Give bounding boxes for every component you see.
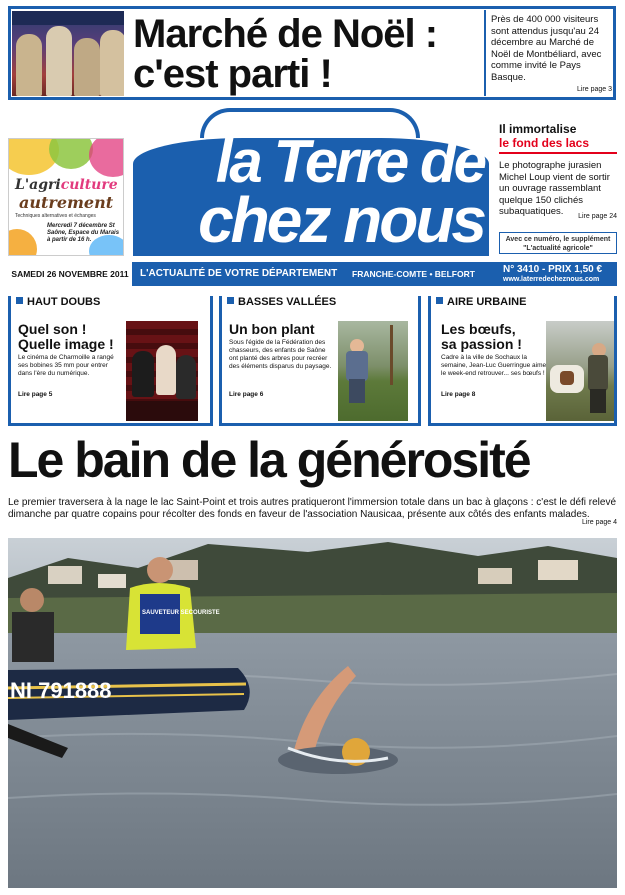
section-text: Cadre à la ville de Sochaux la semaine, Jean-Luc Guerringue aime le week-end retrouver... ses bœufs ! (441, 354, 547, 377)
ad-title (15, 177, 118, 193)
lakes-title-line-1: Il immortalise (499, 122, 577, 136)
section-label-text: HAUT DOUBS (27, 296, 101, 308)
square-icon (16, 297, 23, 304)
section-title-line-2: sa passion ! (441, 336, 522, 352)
read-more-link[interactable]: Lire page 6 (229, 391, 264, 398)
read-more-link[interactable]: Lire page 24 (578, 213, 617, 220)
section-text: Sous l'égide de la Fédération des chasseurs, des enfants de Saône ont planté des arbres pour recréer des éléments disparus du paysage. (229, 339, 332, 370)
lakes-title-line-2: le fond des lacs (499, 136, 590, 150)
boat-registration: NI 791888 (10, 678, 112, 703)
cinema-photo[interactable] (126, 321, 198, 421)
main-lead-text: Le premier traversera à la nage le lac Saint-Point et trois autres pratiqueront l'immersion totale dans un bac à glaçons : c'est le défi relevé dimanche par quatre copains pour récolter des fonds en faveur de l'association Nausicaa, présente aux côtés des enfants malades. (8, 497, 617, 520)
children-planting-photo[interactable] (338, 321, 408, 421)
region-label: FRANCHE-COMTE • BELFORT (352, 269, 475, 279)
square-icon (227, 297, 234, 304)
christmas-market-photo[interactable] (12, 11, 124, 96)
ad-small-text: Techniques alternatives et échanges (15, 213, 96, 219)
section-title-line-2: Quelle image ! (18, 336, 114, 352)
read-more-link[interactable]: Lire page 5 (18, 391, 53, 398)
lakes-teaser-title[interactable] (499, 122, 617, 154)
ad-word-culture: culture (60, 177, 118, 193)
lakes-teaser-text: Le photographe jurasien Michel Loup vient de sortir un ouvrage rassemblant quelque 150 clichés subaquatiques. (499, 160, 610, 217)
issue-date: SAMEDI 26 NOVEMBRE 2011 (8, 262, 132, 286)
section-title[interactable] (18, 322, 114, 352)
christmas-market-summary: Près de 400 000 visiteurs sont attendus jusqu'au 24 décembre au Marché de Noël de Montbéliard, avec comme invité le Pays Basque. (491, 14, 602, 83)
ad-subtitle: autrement (19, 193, 114, 212)
section-label-text: BASSES VALLÉES (238, 296, 337, 308)
vest-text: SAUVETEUR SECOURISTE (142, 610, 220, 616)
ad-event-details: Mercredi 7 décembre St Saône, Espace du Marais à partir de 16 h. (47, 223, 120, 243)
website-link[interactable]: www.laterredecheznous.com (503, 276, 600, 283)
read-more-link[interactable]: Lire page 4 (581, 519, 617, 526)
square-icon (436, 297, 443, 304)
read-more-link[interactable]: Lire page 3 (576, 86, 612, 93)
ad-word-agri: L'agri (15, 177, 61, 193)
headline-line-1: Marché de Noël : (133, 12, 438, 56)
section-title[interactable] (229, 322, 315, 337)
section-label (227, 296, 336, 308)
section-title-line-1: Les bœufs, (441, 321, 516, 337)
divider (484, 10, 486, 96)
oxen-photo[interactable] (546, 321, 614, 421)
section-label (16, 296, 100, 308)
swimmer-lake-photo[interactable] (8, 538, 617, 888)
read-more-link[interactable]: Lire page 8 (441, 391, 476, 398)
section-title[interactable] (441, 322, 522, 352)
swimmer-lake-illustration (8, 538, 617, 888)
issue-price: N° 3410 - PRIX 1,50 € (503, 264, 603, 275)
newspaper-name-line-2: chez nous (198, 184, 484, 256)
main-headline[interactable]: Le bain de la générosité (8, 432, 530, 488)
section-label (436, 296, 526, 308)
agriculture-event-ad[interactable] (8, 138, 124, 256)
section-label-text: AIRE URBAINE (447, 296, 527, 308)
tagline: L'ACTUALITÉ DE VOTRE DÉPARTEMENT (140, 268, 338, 279)
supplement-notice: Avec ce numéro, le supplément "L'actualité agricole" (499, 232, 617, 254)
newspaper-name-line-1: la Terre de (215, 128, 484, 195)
section-title-line-1: Quel son ! (18, 321, 87, 337)
headline-line-2: c'est parti ! (133, 52, 332, 96)
section-title-line-1: Un bon plant (229, 321, 315, 337)
christmas-market-headline[interactable] (133, 14, 478, 94)
section-text: Le cinéma de Charmoille a rangé ses bobines 35 mm pour entrer dans l'ère du numérique. (18, 354, 114, 377)
